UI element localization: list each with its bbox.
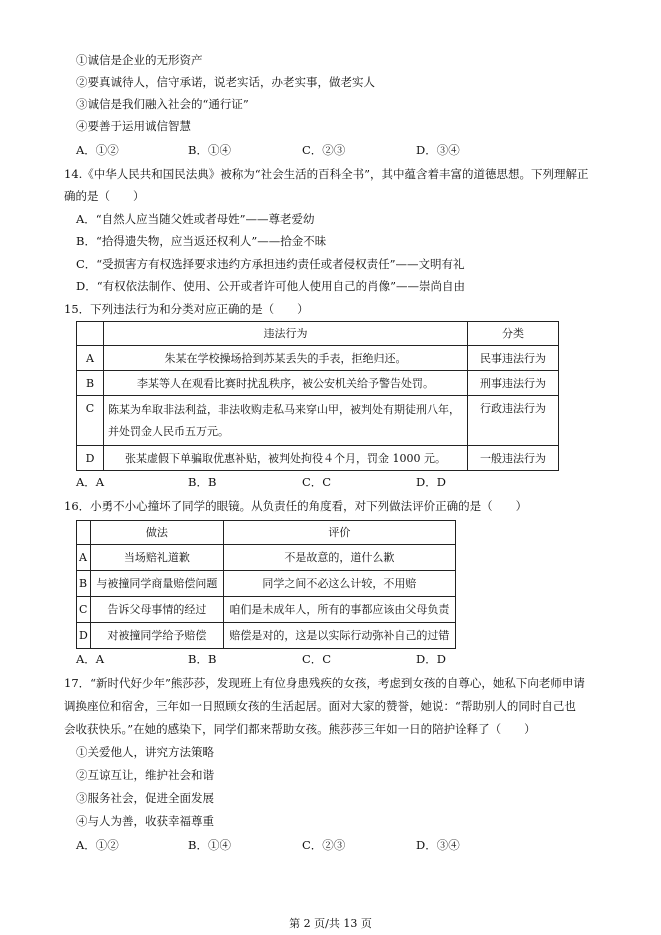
q15-header-row: [77, 322, 559, 346]
q17-item-3: ③服务社会，促进全面发展: [76, 791, 214, 805]
q15-row-c-label: C: [77, 396, 104, 446]
q16-row-d-act: 对被撞同学给予赔偿: [90, 623, 223, 649]
q16-header-eval: 评价: [223, 521, 455, 545]
q15-header-cat: 分类: [468, 322, 559, 346]
q17-option-d[interactable]: D．③④: [416, 838, 460, 852]
q16-row-c-eval: 咱们是未成年人，所有的事都应该由父母负责: [223, 597, 455, 623]
q15-table: [76, 321, 559, 471]
q16-option-a[interactable]: A．A: [76, 652, 105, 666]
q14-stem-line-1: 14.《中华人民共和国民法典》被称为“社会生活的百科全书”，其中蕴含着丰富的道德思想。下列理解正: [64, 167, 589, 181]
q15-row-d-act: 张某虚假下单骗取优惠补贴，被判处拘役４个月，罚金 1000 元。: [104, 446, 468, 471]
q14-choice-d[interactable]: D．“有权依法制作、使用、公开或者许可他人使用自己的肖像”——崇尚自由: [76, 279, 465, 293]
q15-option-a[interactable]: A．A: [76, 475, 105, 489]
q15-row-c-cat: 行政违法行为: [468, 396, 559, 446]
q15-option-b[interactable]: B．B: [188, 475, 217, 489]
q16-row-c-label: C: [77, 597, 91, 623]
q16-option-b[interactable]: B．B: [188, 652, 217, 666]
q16-option-d[interactable]: D．D: [416, 652, 446, 666]
q17-option-b[interactable]: B．①④: [188, 838, 231, 852]
page-footer: 第 2 页/共 13 页: [289, 917, 372, 930]
q14-choice-a[interactable]: A．“自然人应当随父姓或者母姓”——尊老爱幼: [76, 212, 315, 226]
q15-row-b-cat: 刑事违法行为: [468, 371, 559, 396]
q13-item-1: ①诚信是企业的无形资产: [76, 53, 203, 67]
q17-options: [76, 837, 576, 853]
q13-option-d[interactable]: D．③④: [416, 143, 460, 157]
q14-choice-c[interactable]: C．“受损害方有权选择要求违约方承担违约责任或者侵权责任”——文明有礼: [76, 257, 465, 271]
q16-row-b-act: 与被撞同学商量赔偿问题: [90, 571, 223, 597]
q17-option-c[interactable]: C．②③: [302, 838, 346, 852]
q17-item-4: ④与人为善，收获幸福尊重: [76, 814, 214, 828]
q14-choice-b[interactable]: B．“拾得遗失物，应当返还权利人”——拾金不昧: [76, 234, 327, 248]
q14-stem-line-2: 确的是（ ）: [64, 189, 145, 203]
q15-stem: 15．下列违法行为和分类对应正确的是（ ）: [64, 302, 309, 316]
q13-option-a[interactable]: A．①②: [76, 143, 119, 157]
q17-stem-line-3: 会收获快乐。”在她的感染下，同学们都来帮助女孩。熊莎莎三年如一日的陪护诠释了（ ）: [64, 722, 536, 736]
q15-row-b-act: 李某等人在观看比赛时扰乱秩序，被公安机关给予警告处罚。: [104, 371, 468, 396]
q13-options: [76, 142, 576, 158]
q13-item-4: ④要善于运用诚信智慧: [76, 119, 191, 133]
table-row: [77, 396, 559, 446]
q15-row-a-label: A: [77, 346, 104, 371]
q15-options: [76, 474, 576, 490]
q13-item-2: ②要真诚待人，信守承诺，说老实话，办老实事，做老实人: [76, 75, 375, 89]
table-row: [77, 623, 456, 649]
q15-header-blank: [77, 322, 104, 346]
q16-row-c-act: 告诉父母事情的经过: [90, 597, 223, 623]
q15-row-a-act: 朱某在学校操场拾到苏某丢失的手表，拒绝归还。: [104, 346, 468, 371]
q13-option-c[interactable]: C．②③: [302, 143, 346, 157]
q16-options: [76, 651, 576, 667]
q16-header-blank: [77, 521, 91, 545]
table-row: [77, 545, 456, 571]
q17-stem-line-2: 调换座位和宿舍，三年如一日照顾女孩的生活起居。面对大家的赞誉，她说：“帮助别人的同时自己也: [64, 699, 576, 713]
q16-table: [76, 520, 456, 649]
q15-row-d-label: D: [77, 446, 104, 471]
q16-header-row: [77, 521, 456, 545]
q16-row-a-act: 当场赔礼道歉: [90, 545, 223, 571]
q17-stem-line-1: 17．“新时代好少年”熊莎莎，发现班上有位身患残疾的女孩，考虑到女孩的自尊心，她私下向老师申请: [64, 676, 585, 690]
table-row: [77, 571, 456, 597]
q15-header-act: 违法行为: [104, 322, 468, 346]
q17-item-1: ①关爱他人，讲究方法策略: [76, 745, 214, 759]
table-row: [77, 446, 559, 471]
q16-stem: 16．小勇不小心撞坏了同学的眼镜。从负责任的角度看，对下列做法评价正确的是（ ）: [64, 499, 528, 513]
q16-row-a-eval: 不是故意的，道什么歉: [223, 545, 455, 571]
q16-row-d-label: D: [77, 623, 91, 649]
q16-row-b-eval: 同学之间不必这么计较，不用赔: [223, 571, 455, 597]
q15-option-d[interactable]: D．D: [416, 475, 446, 489]
q16-option-c[interactable]: C．C: [302, 652, 332, 666]
q16-header-act: 做法: [90, 521, 223, 545]
q16-row-d-eval: 赔偿是对的，这是以实际行动弥补自己的过错: [223, 623, 455, 649]
q16-row-b-label: B: [77, 571, 91, 597]
q13-item-3: ③诚信是我们融入社会的“通行证”: [76, 97, 249, 111]
q15-row-c-act: 陈某为牟取非法利益，非法收购走私马来穿山甲，被判处有期徒刑八年，并处罚金人民币五万元。: [104, 396, 468, 446]
q16-row-a-label: A: [77, 545, 91, 571]
table-row: [77, 597, 456, 623]
q15-row-a-cat: 民事违法行为: [468, 346, 559, 371]
table-row: [77, 346, 559, 371]
q15-row-b-label: B: [77, 371, 104, 396]
q17-option-a[interactable]: A．①②: [76, 838, 119, 852]
table-row: [77, 371, 559, 396]
q17-item-2: ②互谅互让，维护社会和谐: [76, 768, 214, 782]
q13-option-b[interactable]: B．①④: [188, 143, 231, 157]
q15-row-d-cat: 一般违法行为: [468, 446, 559, 471]
q15-option-c[interactable]: C．C: [302, 475, 332, 489]
